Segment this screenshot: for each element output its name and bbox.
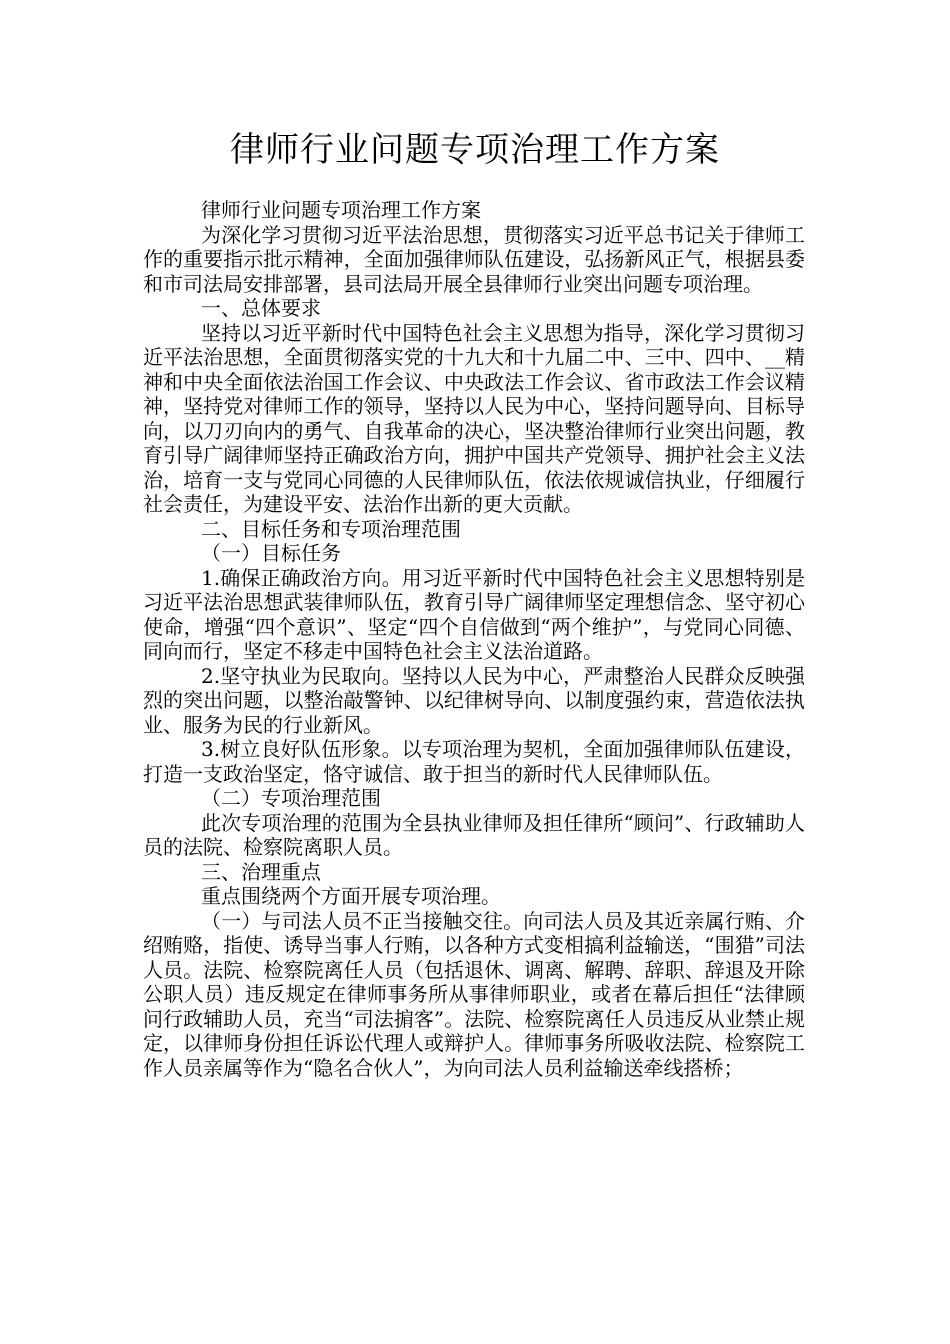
subsection-heading-goals: （一）目标任务: [201, 541, 341, 565]
section-heading-key-points: 三、治理重点: [201, 859, 321, 884]
body-paragraph-improper-contact: （一）与司法人员不正当接触交往。向司法人员及其近亲属行贿、介绍贿赂，指使、诱导当事人行贿，以各种方式变相搞利益输送，“围猎”司法人员。法院、检察院离任人员（包括退休、调离、解聘、辞职、辞退及开除公职人员）违反规定在律师事务所从事律师职业，或者在幕后担任“法律顾问行政辅助人员，充当“司法掮客”。法院、检察院离任人员违反从业禁止规定，以律师身份担任诉讼代理人或辩护人。律师事务所吸收法院、检察院工作人员亲属等作为“隐名合伙人”，为向司法人员利益输送牵线搭桥；: [143, 908, 805, 1080]
section-heading-general-requirements: 一、总体要求: [201, 296, 321, 320]
body-paragraph-scope: 此次专项治理的范围为全县执业律师及担任律所“顾问”、行政辅助人员的法院、检察院离职人员。: [143, 810, 805, 859]
body-paragraph-subtitle: 律师行业问题专项治理工作方案: [201, 198, 481, 222]
document-title: 律师行业问题专项治理工作方案: [230, 130, 720, 170]
list-item-goal-1: 1.确保正确政治方向。用习近平新时代中国特色社会主义思想特别是习近平法治思想武装律师队伍，教育引导广阔律师坚定理想信念、坚守初心使命，增强“四个意识”、坚定“四个自信做到“两个维护”，与党同心同德、同向而行，坚定不移走中国特色社会主义法治道路。: [143, 565, 805, 663]
document-body: [143, 198, 805, 1080]
subsection-heading-scope: （二）专项治理范围: [201, 786, 381, 810]
list-item-goal-3: 3.树立良好队伍形象。以专项治理为契机，全面加强律师队伍建设，打造一支政治坚定，恪守诚信、敢于担当的新时代人民律师队伍。: [143, 737, 805, 786]
list-item-goal-2: 2.坚守执业为民取向。坚持以人民为中心，严肃整治人民群众反映强烈的突出问题，以整治敲警钟、以纪律树导向、以制度强约束，营造依法执业、服务为民的行业新风。: [143, 663, 805, 737]
body-paragraph-key-points: 重点围绕两个方面开展专项治理。: [201, 884, 501, 908]
body-paragraph-intro: 为深化学习贯彻习近平法治思想，贯彻落实习近平总书记关于律师工作的重要指示批示精神，全面加强律师队伍建设，弘扬新风正气，根据县委和市司法局安排部署，县司法局开展全县律师行业突出问题专项治理。: [143, 222, 805, 296]
section-heading-goals-and-scope: 二、目标任务和专项治理范围: [201, 516, 461, 541]
body-paragraph-general-requirements: 坚持以习近平新时代中国特色社会主义思想为指导，深化学习贯彻习近平法治思想，全面贯彻落实党的十九大和十九届二中、三中、四中、__精神和中央全面依法治国工作会议、中央政法工作会议、省市政法工作会议精神，坚持党对律师工作的领导，坚持以人民为中心，坚持问题导向、目标导向，以刀刃向内的勇气、自我革命的决心，坚决整治律师行业突出问题，教育引导广阔律师坚持正确政治方向，拥护中国共产党领导、拥护社会主义法治，培育一支与党同心同德的人民律师队伍，依法依规诚信执业，仔细履行社会责任，为建设平安、法治作出新的更大贡献。: [143, 320, 805, 516]
